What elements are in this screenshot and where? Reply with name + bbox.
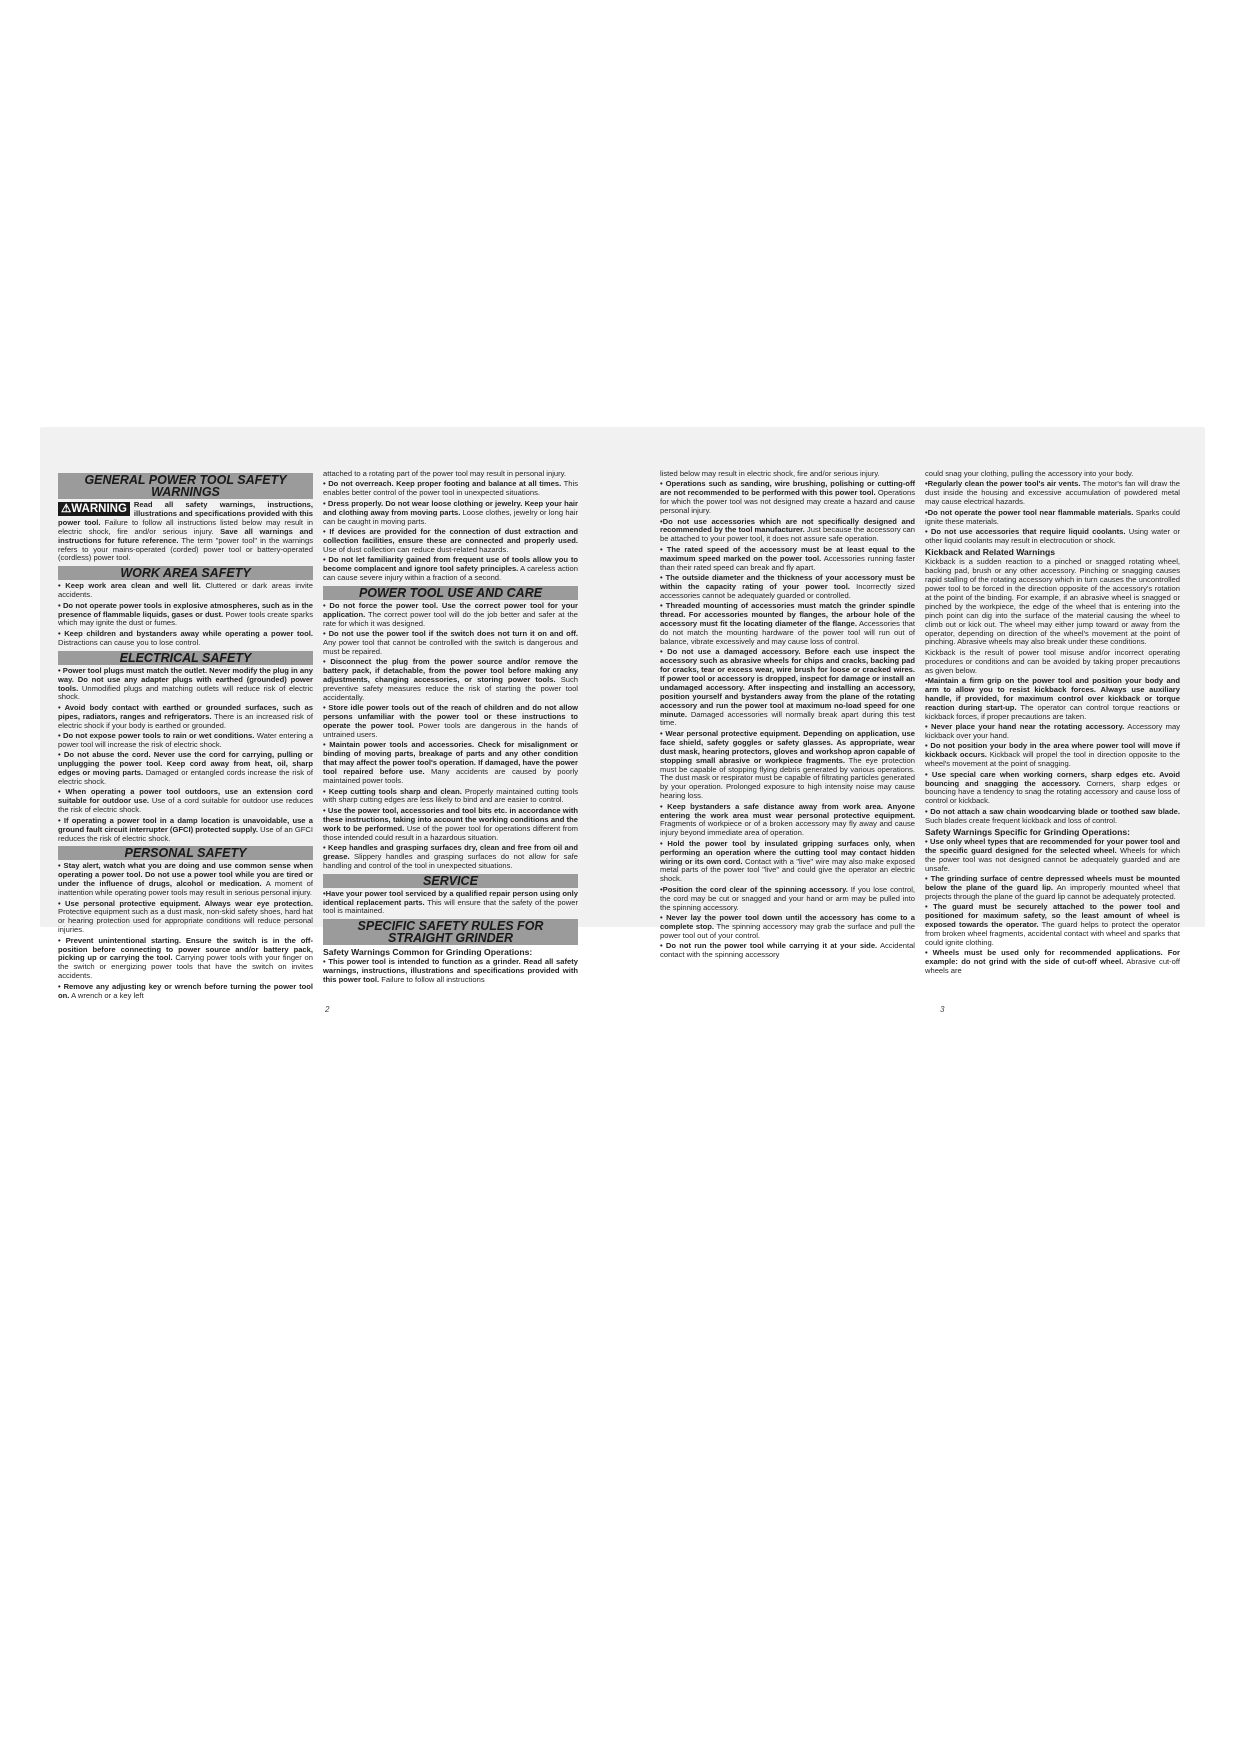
list-item-bold: • Keep work area clean and well lit. [58,581,201,591]
list-item-text: Any power tool that cannot be controlled with the switch is dangerous and must be repaired. [323,638,578,656]
page-number-right: 3 [940,1005,945,1014]
grinding-common-list [660,480,915,960]
list-item-bold: • Use personal protective equipment. Always wear eye protection. [58,898,313,908]
list-item-bold: • Prevent unintentional starting. Ensure the switch is in the off-position before connecting to power source and/or battery pack, picking up or carrying the tool. [58,935,313,963]
list-item-text: Just because the accessory can be attached to your power tool, it does not assure safe operation. [660,525,916,544]
list-item [660,546,915,573]
list-item [925,677,1180,722]
list-item-text: Use of a cord suitable for outdoor use reduces the risk of electric shock. [58,796,313,815]
subheading-kickback: Kickback and Related Warnings [925,547,1056,558]
list-item-text: Operations for which the power tool was not designed may create a hazard and cause personal injury. [660,488,915,516]
list-item [660,518,915,545]
list-item-text: Using water or other liquid coolants may result in electrocution or shock. [925,526,1180,545]
list-item-bold: • Disconnect the plug from the power source and/or remove the battery pack, if detachable, from the power tool before making any adjustments, changing accessories, or storing power tools. [323,657,578,685]
list-item [925,875,1180,902]
list-item [660,886,915,913]
list-item-bold: • Never lay the power tool down until the accessory has come to a complete stop. [660,913,915,931]
list-item-bold: • Maintain power tools and accessories. Check for misalignment or binding of moving parts, breakage of parts and any other condition that may affect the power tool's operation. If damaged, have the power tool repaired before use. [323,740,578,777]
list-item-text: Many accidents are caused by poorly maintained power tools. [323,767,578,786]
list-item-text: Power tools are dangerous in the hands of untrained users. [323,721,578,740]
list-item [58,667,313,703]
electrical-list [58,667,313,844]
list-item-text: Water entering a power tool will increase the risk of electric shock. [58,731,314,749]
list-item-text: Distractions can cause you to lose control. [58,637,201,647]
list-item-text: Slippery handles and grasping surfaces do not allow for safe handling and control of the tool in unexpected situations. [323,851,578,870]
list-item-text: Protective equipment such as a dust mask, non-skid safety shoes, hard hat or hearing protection used for appropriate conditions will reduce personal injuries. [58,907,313,935]
list-item [58,983,313,1001]
list-item-bold: • Do not operate power tools in explosive atmospheres, such as in the presence of flammable liquids, gases or dust. [58,600,313,619]
list-item-text: Cluttered or dark areas invite accidents. [58,581,313,600]
list-item [323,500,578,527]
list-item-text: Such blades create frequent kickback and loss of control. [925,815,1118,825]
list-item [323,704,578,740]
list-item [323,788,578,806]
list-item-text: An improperly mounted wheel that projects through the plane of the guard lip cannot be adequately protected. [925,883,1180,901]
grinding-common-list-cont [925,480,1180,545]
list-item-bold: • When operating a power tool outdoors, use an extension cord suitable for outdoor use. [58,787,313,806]
list-item-bold: • Do not use accessories that require liquid coolants. [925,526,1126,536]
list-item-text: Wheels for which the power tool was not designed cannot be adequately guarded and are unsafe. [925,845,1180,873]
list-item [323,741,578,786]
list-item-text: Contact with a "live" wire may also make exposed metal parts of the power tool "live" and could give the operator an electric shock. [660,856,915,884]
list-item-text: Failure to follow all instructions [379,975,485,985]
list-item-text: Accidental contact with the spinning accessory [660,941,915,960]
list-item-bold: • If operating a power tool in a damp location is unavoidable, use a ground fault circuit interrupter (GFCI) protected supply. [58,815,313,834]
list-item-text: The eye protection must be capable of stopping flying debris generated by various operations. The dust mask or respirator must be capable of filtrating particles generated by your operation. Prolonged exposure to high intensity noise may cause hearing loss. [660,755,915,801]
list-item [660,602,915,647]
list-item [925,528,1180,546]
list-item-bold: • Do not attach a saw chain woodcarving blade or toothed saw blade. [925,806,1180,816]
list-item-text: There is an increased risk of electric shock if your body is earthed or grounded. [58,711,313,730]
personal-list-cont [323,480,578,582]
list-item-text: A wrench or a key left [69,990,144,1000]
list-item-bold: • Do not overreach. Keep proper footing and balance at all times. [323,479,562,489]
list-item-bold: • Keep children and bystanders away while operating a power tool. [58,628,313,638]
list-item-bold: • Wheels must be used only for recommended applications. For example: do not grind with the side of cut-off wheel. [925,948,1180,967]
list-item-text: Carrying power tools with your finger on the switch or energizing power tools that have the switch on invites accidents. [58,953,314,981]
list-item [925,838,1180,874]
list-item-text: The motor's fan will draw the dust inside the housing and excessive accumulation of powdered metal may cause electrical hazards. [925,479,1180,507]
list-item [925,808,1180,826]
section-heading-general: GENERAL POWER TOOL SAFETY WARNINGS [58,473,313,499]
list-item-bold: • Hold the power tool by insulated gripping surfaces only, when performing an operation where the cutting tool may contact hidden wiring or its own cord. [660,838,915,866]
list-item [58,817,313,844]
list-item-text: Use of an GFCI reduces the risk of electric shock. [58,824,313,843]
right-page-col-1 [660,469,916,960]
list-item [925,771,1180,807]
section-heading-specific: SPECIFIC SAFETY RULES FOR STRAIGHT GRINDER [323,919,578,945]
list-item [660,840,915,885]
list-item-bold: • Do not position your body in the area where power tool will move if kickback occurs. [925,741,1180,760]
list-item-text: Such preventive safety measures reduce the risk of starting the power tool accidentally. [323,675,578,702]
list-item [323,480,578,498]
warning-label: ⚠WARNING [58,502,130,516]
list-item-bold: •Position the cord clear of the spinning accessory. [660,884,848,894]
list-item [58,582,313,600]
right-page [660,469,1181,976]
personal-list [58,862,313,1000]
list-item [660,730,915,801]
subheading-grinding-specific: Safety Warnings Specific for Grinding Operations: [925,827,1131,838]
list-item-text: Fragments of workpiece or of a broken accessory may fly away and cause injury beyond immediate area of operation. [660,819,915,838]
list-item-bold: • Do not run the power tool while carrying it at your side. [660,941,878,951]
section-heading-use-care: POWER TOOL USE AND CARE [323,586,578,600]
work-area-list [58,582,313,647]
list-item-text: Damaged or entangled cords increase the risk of electric shock. [58,768,313,787]
list-item-bold: • Do not use the power tool if the switch does not turn it on and off. [323,629,578,639]
save-text: Save all warnings and instructions for future reference. [58,526,313,545]
list-item-bold: • The grinding surface of centre depressed wheels must be mounted below the plane of the guard lip. [925,874,1180,893]
list-item-bold: • The rated speed of the accessory must be at least equal to the maximum speed marked on the power tool. [660,544,915,563]
list-item-bold: • Avoid body contact with earthed or grounded surfaces, such as pipes, radiators, ranges and refrigerators. [58,702,313,721]
list-item-bold: • Power tool plugs must match the outlet. Never modify the plug in any way. Do not use any adapter plugs with earthed (grounded) power tools. [58,665,313,693]
list-item-text: Properly maintained cutting tools with sharp cutting edges are less likely to bind and are easier to control. [323,786,578,805]
list-item [58,751,313,787]
list-item-text: The correct power tool will do the job better and safer at the rate for which it was designed. [323,609,578,628]
col-intro: listed below may result in electric shock, fire and/or serious injury. [660,469,880,478]
list-item [660,648,915,728]
list-item-text: The guard helps to protect the operator from broken wheel fragments, accidental contact with wheel and sparks that could ignite clothing. [925,920,1181,947]
list-item-text: The spinning accessory may grab the surface and pull the power tool out of your control. [660,921,915,940]
list-item-bold: • The outside diameter and the thickness of your accessory must be within the capacity rating of your power tool. [660,572,915,591]
list-item-text: Accessories running faster than their rated speed can break and fly apart. [660,553,915,572]
list-item [323,807,578,843]
list-item [58,732,313,750]
list-item-bold: • Keep cutting tools sharp and clean. [323,786,462,796]
kickback-paragraph-2: Kickback is the result of power tool misuse and/or incorrect operating procedures or conditions and can be avoided by taking proper precautions as given below. [925,647,1180,675]
list-item-text: Abrasive cut-off wheels are [925,957,1180,976]
list-item [925,742,1180,769]
list-item-bold: • Remove any adjusting key or wrench before turning the power tool on. [58,981,313,1000]
list-item-text: This will ensure that the safety of the power tool is maintained. [323,897,578,916]
list-item-bold: • Keep bystanders a safe distance away from work area. Anyone entering the work area must wear personal protective equipment. [660,801,915,820]
list-item-bold: • Do not use a damaged accessory. Before each use inspect the accessory such as abrasive wheels for chips and cracks, backing pad for cracks, tear or excess wear, wire brush for loose or cracked wires. If power tool or accessory is dropped, inspect for damage or install an undamaged accessory. After inspecting and installing an accessory, position yourself and bystanders away from the plane of the rotating accessory and run the power tool at maximum no-load speed for one minute. [660,647,915,719]
subheading-common-grinding: Safety Warnings Common for Grinding Operations: [323,947,533,958]
col-intro: attached to a rotating part of the power tool may result in personal injury. [323,469,566,478]
list-item-text: Kickback will propel the tool in direction opposite to the wheel's movement at the point of snagging. [925,750,1180,769]
list-item-bold: •Do not use accessories which are not specifically designed and recommended by the tool manufacturer. [660,516,915,535]
list-item [58,704,313,731]
list-item-text: The operator can control torque reactions or kickback forces, if proper precautions are taken. [925,702,1180,721]
kickback-list [925,677,1180,826]
list-item-bold: • Do not expose power tools to rain or wet conditions. [58,731,255,741]
list-item-bold: • If devices are provided for the connection of dust extraction and collection facilities, ensure these are connected and properly used. [323,526,578,545]
list-item-bold: • Never place your hand near the rotating accessory. [925,722,1125,732]
col-intro: could snag your clothing, pulling the accessory into your body. [925,469,1134,478]
section-heading-service: SERVICE [323,874,578,888]
service-list [323,890,578,917]
list-item-bold: •Maintain a firm grip on the power tool and position your body and arm to allow you to resist kickback forces. Always use auxiliary handle, if provided, for maximum control over kickback or torque reaction during start-up. [925,676,1180,712]
list-item-text: Use of the power tool for operations different from those intended could result in a hazardous situation. [323,823,578,842]
list-item [323,890,578,917]
left-page-col-1 [58,470,314,1000]
list-item-text: Unmodified plugs and matching outlets will reduce risk of electric shock. [58,683,313,702]
left-page-col-2 [323,469,578,985]
list-item [58,602,313,629]
list-item-bold: • Use the power tool, accessories and tool bits etc. in accordance with these instructions, taking into account the working conditions and the work to be performed. [323,805,578,833]
list-item [925,903,1180,948]
list-item-text: This enables better control of the power tool in unexpected situations. [323,479,578,498]
list-item [660,942,915,960]
list-item [660,803,915,839]
list-item-bold: • Threaded mounting of accessories must match the grinder spindle thread. For accessories mounted by flanges, the arbour hole of the accessory must fit the locating diameter of the flange. [660,601,915,628]
list-item-bold: • Do not let familiarity gained from frequent use of tools allow you to become complacent and ignore tool safety principles. [323,555,578,574]
list-item-bold: • Wear personal protective equipment. Depending on application, use face shield, safety goggles or safety glasses. As appropriate, wear dust mask, hearing protectors, gloves and workshop apron capable of stopping small abrasive or workpiece fragments. [660,728,915,765]
left-page [58,469,578,1000]
list-item-bold: • Do not force the power tool. Use the correct power tool for your application. [323,600,578,619]
list-item [58,788,313,815]
list-item-text: Incorrectly sized accessories cannot be adequately guarded or controlled. [660,581,915,600]
list-item-text: Accessories that do not match the mounting hardware of the power tool will run out of balance, vibrate excessively and may cause loss of control. [660,619,915,646]
list-item-text: Corners, sharp edges or bouncing have a tendency to snag the rotating accessory and cause loss of control or kickback. [925,778,1181,806]
warning-text: Read all safety warnings, instructions, illustrations and specifications provided with this power tool. [58,500,313,527]
list-item [323,556,578,583]
page-number-left: 2 [325,1005,330,1014]
list-item [323,958,578,985]
list-item [925,949,1180,976]
list-item-text: Power tools create sparks which may ignite the dust or fumes. [58,609,313,628]
right-page-col-2 [925,469,1181,976]
list-item-text: Use of dust collection can reduce dust-related hazards. [323,544,509,554]
list-item [925,509,1180,527]
term-text: The term "power tool" in the warnings refers to your mains-operated (corded) power tool or battery-operated (cordless) power tool. [58,535,313,563]
list-item-text: If you lose control, the cord may be cut or snagged and your hand or arm may be pulled into the spinning accessory. [660,884,915,912]
list-item-text: A moment of inattention while operating power tools may result in serious personal injury. [58,879,313,898]
list-item-text: Accessory may kickback over your hand. [925,722,1181,740]
list-item [323,630,578,657]
list-item-bold: • The guard must be securely attached to the power tool and positioned for maximum safety, so the least amount of wheel is exposed towards the operator. [925,902,1180,930]
list-item [58,630,313,648]
list-item-bold: •Have your power tool serviced by a qualified repair person using only identical replacement parts. [323,888,578,907]
list-item [323,602,578,629]
list-item-text: A careless action can cause severe injury within a fraction of a second. [323,564,578,582]
list-item [660,914,915,941]
list-item-text: Sparks could ignite these materials. [925,507,1180,526]
warning-text-2: Failure to follow all instructions listed below may result in electric shock, fire and/or serious injury. [58,517,313,536]
list-item-bold: • Store idle power tools out of the reach of children and do not allow persons unfamiliar with the power tool or these instructions to operate the power tool. [323,703,578,731]
list-item [58,862,313,898]
list-item-text: Loose clothes, jewelry or long hair can be caught in moving parts. [323,507,578,526]
section-heading-work-area: WORK AREA SAFETY [58,566,313,580]
section-heading-personal: PERSONAL SAFETY [58,846,313,860]
list-item-bold: • Do not abuse the cord. Never use the cord for carrying, pulling or unplugging the power tool. Keep cord away from heat, oil, sharp edges or moving parts. [58,750,313,778]
grinding-specific-list [925,838,1180,976]
list-item [660,480,915,516]
use-care-list [323,602,578,871]
list-item-bold: • Use special care when working corners, sharp edges etc. Avoid bouncing and snagging the accessory. [925,769,1180,788]
list-item-bold: • Stay alert, watch what you are doing and use common sense when operating a power tool. Do not use a power tool while you are tired or under the influence of drugs, alcohol or medication. [58,861,313,889]
warning-paragraph [58,501,313,563]
list-item-bold: • This power tool is intended to function as a grinder. Read all safety warnings, instructions, illustrations and specifications provided with this power tool. [323,957,578,985]
list-item [323,844,578,871]
list-item [323,528,578,555]
list-item [323,658,578,703]
list-item [58,937,313,982]
kickback-paragraph: Kickback is a sudden reaction to a pinched or snagged rotating wheel, backing pad, brush or any other accessory. Pinching or snagging causes rapid stalling of the rotating accessory which in turn causes the uncontrolled power tool to be forced in the direction opposite of the accessory's rotation at the point of the binding. For example, if an abrasive wheel is snagged or pinched by the workpiece, the edge of the wheel that is entering into the pinch point can dig into the surface of the material causing the wheel to climb out or kick out. The wheel may either jump toward or away from the operator, depending on direction of the wheel's movement at the point of pinching. Abrasive wheels may also break under these conditions. [925,557,1180,647]
list-item [925,723,1180,741]
section-heading-electrical: ELECTRICAL SAFETY [58,651,313,665]
list-item-bold: • Dress properly. Do not wear loose clothing or jewelry. Keep your hair and clothing away from moving parts. [323,498,578,517]
common-grinding-list [323,958,578,985]
list-item-bold: •Regularly clean the power tool's air vents. [925,479,1081,489]
list-item [925,480,1180,507]
list-item [58,900,313,936]
list-item-bold: • Keep handles and grasping surfaces dry, clean and free from oil and grease. [323,842,578,861]
list-item [660,574,915,601]
list-item-bold: •Do not operate the power tool near flammable materials. [925,507,1134,517]
list-item-bold: • Use only wheel types that are recommended for your power tool and the specific guard designed for the selected wheel. [925,837,1180,855]
list-item-text: Damaged accessories will normally break apart during this test time. [660,709,915,728]
list-item-bold: • Operations such as sanding, wire brushing, polishing or cutting-off are not recommended to be performed with this power tool. [660,479,915,498]
